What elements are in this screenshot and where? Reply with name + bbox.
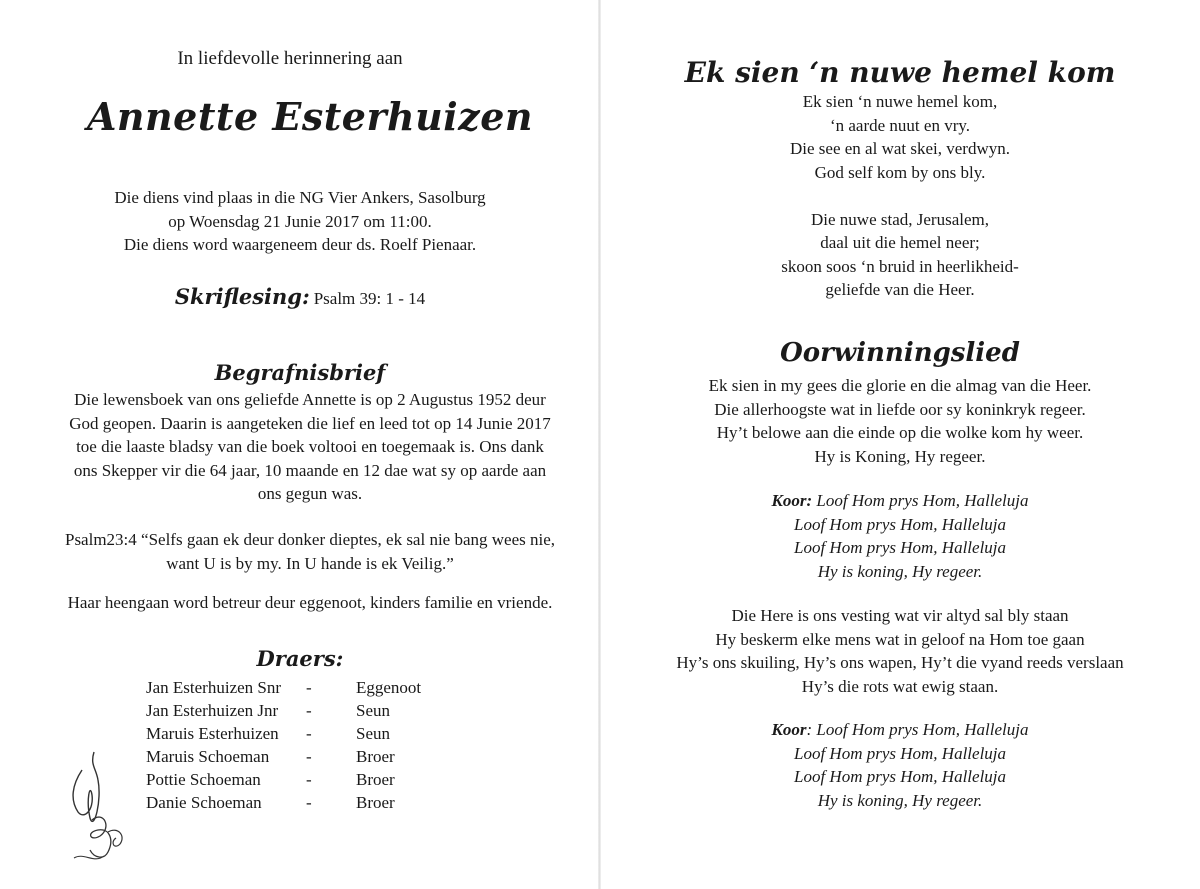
table-row (146, 768, 476, 791)
bearer-dash: - (306, 701, 312, 720)
bearers-table (146, 676, 476, 814)
victory-verse-1 (620, 374, 1180, 468)
hymn-line: ‘n aarde nuut en vry. (829, 115, 971, 135)
chorus-label: Koor (771, 720, 807, 739)
bearer-name: Danie Schoeman (146, 793, 262, 812)
table-row (146, 676, 476, 699)
bearer-name: Maruis Esterhuizen (146, 724, 279, 743)
service-details (60, 186, 540, 257)
bearer-dash: - (306, 770, 312, 789)
psalm-line: want U is by my. In U hande is ek Veilig.” (166, 553, 454, 573)
service-line: op Woensdag 21 Junie 2017 om 11:00. (168, 211, 432, 231)
burial-letter-body (40, 388, 580, 506)
verse-line: Die Here is ons vesting wat vir altyd sal bly staan (731, 606, 1069, 625)
chorus-2 (640, 718, 1160, 812)
verse-line: Hy’s die rots wat ewig staan. (801, 676, 999, 696)
bearer-relation: Broer (356, 793, 395, 812)
hymn-line: Die nuwe stad, Jerusalem, (811, 209, 989, 229)
bearer-dash: - (306, 724, 312, 743)
chorus-line: Loof Hom prys Hom, Halleluja (793, 514, 1007, 534)
hymn-line: skoon soos ‘n bruid in heerlikheid- (781, 256, 1019, 276)
table-row (146, 791, 476, 814)
scripture-label: Skriflesing: (174, 284, 310, 309)
bearer-name: Jan Esterhuizen Snr (146, 678, 282, 697)
bearer-name: Jan Esterhuizen Jnr (146, 701, 279, 720)
burial-line: ons Skepper vir die 64 jaar, 10 maande en 12 dae wat sy op aarde aan (73, 460, 547, 480)
verse-line: Hy’t belowe aan die einde op die wolke kom hy weer. (716, 423, 1084, 442)
burial-line: toe die laaste bladsy van die boek voltooi en toegemaak is. Ons dank (76, 437, 544, 456)
bearer-relation: Broer (356, 770, 395, 789)
chorus-line: Hy is koning, Hy regeer. (817, 790, 983, 810)
verse-line: Die allerhoogste wat in liefde oor sy koninkryk regeer. (714, 399, 1086, 419)
scripture-value: Psalm 39: 1 - 14 (313, 289, 426, 308)
chorus-line: Loof Hom prys Hom, Halleluja (793, 743, 1007, 763)
right-page (600, 0, 1200, 889)
hymn-line: geliefde van die Heer. (825, 280, 975, 299)
bearers-title: Draers: (256, 646, 344, 671)
scripture-reading (60, 284, 540, 309)
deceased-name: Annette Esterhuizen (86, 94, 534, 139)
table-row (146, 699, 476, 722)
chorus-line (640, 718, 1160, 742)
bearer-dash: - (306, 793, 312, 812)
bearer-relation: Seun (356, 701, 390, 720)
bearer-name: Maruis Schoeman (146, 747, 270, 766)
table-row (146, 722, 476, 745)
bearer-relation: Broer (356, 747, 395, 766)
psalm-quote (40, 528, 580, 575)
verse-line: Hy is Koning, Hy regeer. (814, 446, 986, 466)
chorus-1 (640, 489, 1160, 583)
victory-verse-2 (620, 604, 1180, 698)
handwritten-signature (64, 740, 134, 865)
burial-letter-title: Begrafnisbrief (214, 360, 386, 385)
bearer-dash: - (306, 678, 312, 697)
chorus-line: Loof Hom prys Hom, Halleluja (793, 538, 1007, 557)
verse-line: Hy beskerm elke mens wat in geloof na Hom toe gaan (715, 629, 1085, 649)
psalm-line: Psalm23:4 “Selfs gaan ek deur donker dieptes, ek sal nie bang wees nie, (64, 530, 556, 549)
intro-text: In liefdevolle herinnering aan (177, 48, 403, 69)
chorus-line: Hy is koning, Hy regeer. (817, 561, 983, 581)
chorus-line (640, 489, 1160, 513)
verse-line: Hy’s ons skuiling, Hy’s ons wapen, Hy’t die vyand reeds verslaan (676, 653, 1124, 672)
bearer-dash: - (306, 747, 312, 766)
service-line: Die diens vind plaas in die NG Vier Ankers, Sasolburg (114, 188, 486, 207)
chorus-first-line: Loof Hom prys Hom, Halleluja (812, 491, 1029, 510)
bearer-name: Pottie Schoeman (146, 770, 261, 789)
bearer-relation: Seun (356, 724, 390, 743)
hymn-line: God self kom by ons bly. (814, 162, 986, 182)
bearer-relation: Eggenoot (356, 678, 422, 697)
chorus-label: Koor: (771, 491, 813, 510)
burial-line: God geopen. Daarin is aangeteken die lief en leed tot op 14 Junie 2017 (69, 413, 551, 433)
hymn-title: Ek sien ‘n nuwe hemel kom (684, 56, 1116, 89)
chorus-line: Loof Hom prys Hom, Halleluja (793, 767, 1007, 786)
table-row (146, 745, 476, 768)
hymn-line: Ek sien ‘n nuwe hemel kom, (802, 92, 998, 111)
burial-line: ons gegun was. (257, 484, 363, 503)
mourners-text: Haar heengaan word betreur deur eggenoot, kinders familie en vriende. (67, 593, 553, 612)
hymn-line: daal uit die hemel neer; (820, 233, 980, 252)
verse-line: Ek sien in my gees die glorie en die almag van die Heer. (708, 376, 1092, 395)
chorus-first-line: : Loof Hom prys Hom, Halleluja (806, 720, 1029, 739)
hymn-body (640, 90, 1160, 302)
hymn-line: Die see en al wat skei, verdwyn. (790, 139, 1010, 158)
burial-line: Die lewensboek van ons geliefde Annette is op 2 Augustus 1952 deur (74, 390, 546, 409)
stanza-gap (640, 184, 1160, 208)
service-line: Die diens word waargeneem deur ds. Roelf Pienaar. (123, 235, 477, 254)
victory-song-title: Oorwinningslied (780, 338, 1020, 368)
